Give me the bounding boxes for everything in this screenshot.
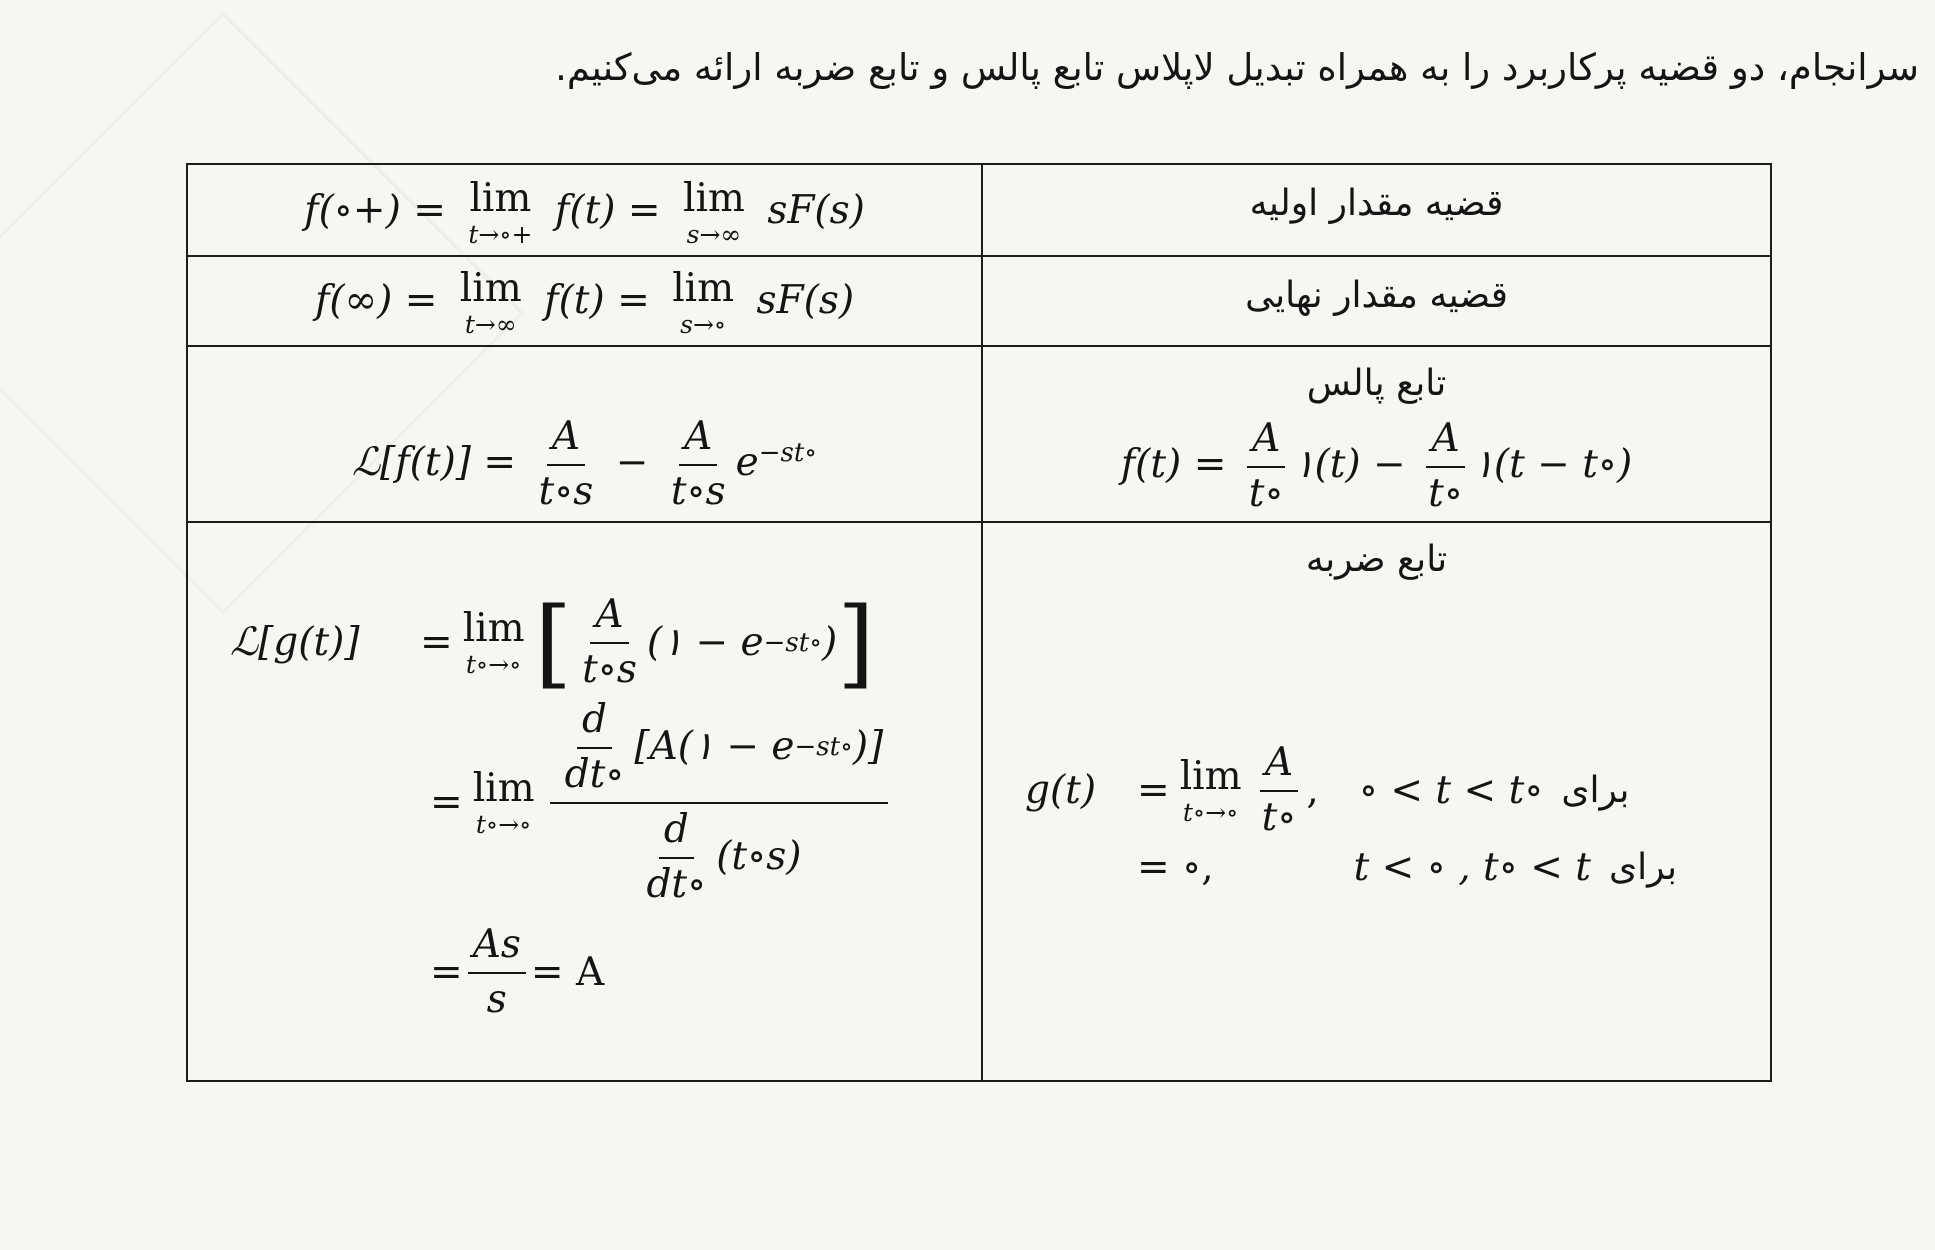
- impulse-case-2: = ∘, t < ∘ , t∘ < t برای: [1137, 845, 1678, 890]
- table-row: [187, 164, 1771, 256]
- fraction: $\frac{A}{t\circ s}$: [538, 414, 594, 514]
- theorems-table: [186, 163, 1772, 1082]
- exponential: $e^{-st\circ}$: [735, 437, 818, 485]
- impulse-function-title: تابع ضربه: [1305, 539, 1448, 580]
- pulse-laplace-lhs: ℒ[f(t)]: [351, 439, 471, 485]
- limit-operator: lim t∘→∘: [472, 765, 535, 839]
- initial-value-theorem-title: قضیه مقدار اولیه: [1249, 183, 1504, 224]
- limit-operator: lim t→∞: [459, 266, 522, 339]
- fraction: $\frac{A}{t\circ s}$: [670, 414, 726, 514]
- f-of-t: f(t): [544, 278, 605, 323]
- f-initial-lhs: f(∘+): [304, 188, 401, 233]
- title-cell: [982, 256, 1771, 346]
- f-of-t: f(t): [554, 188, 616, 233]
- intro-paragraph: سرانجام، دو قضیه پرکاربرد را به همراه تبدیل لاپلاس تابع پالس و تابع ضربه ارائه می‌کنیم.: [555, 46, 1919, 89]
- impulse-derivation-line-2: = lim t∘→∘ $\frac{d}{dt\circ}$ [A(١ − e −st∘ )] $\frac{d}{dt\circ}$ (t∘s): [430, 698, 893, 907]
- s-F-of-s: sF(s): [767, 188, 865, 233]
- impulse-laplace-lhs: ℒ[g(t)]: [230, 620, 360, 666]
- formula-cell: [187, 522, 982, 1081]
- fraction: $\frac{A}{t\circ}$: [1428, 416, 1463, 516]
- s-F-of-s: sF(s): [756, 278, 855, 323]
- formula-cell: ℒ[f(t)] = $\frac{A}{t\circ s}$ − $\frac{A}{t\circ s}$ $e^{-st\circ}$: [187, 346, 982, 522]
- formula-cell: f(∘+) = lim t→∘+ f(t) = lim s→∞ sF(s): [187, 164, 982, 256]
- fraction: $\frac{A}{t\circ}$: [1248, 416, 1284, 516]
- fraction: $\frac{d}{dt\circ}$: [564, 697, 625, 797]
- title-cell: [982, 522, 1771, 1081]
- fraction: $\frac{A}{t\circ}$: [1261, 740, 1297, 840]
- fraction: $\frac{As}{s}$: [468, 923, 526, 1023]
- equals-sign: =: [413, 188, 446, 233]
- table-row: [187, 256, 1771, 346]
- g-lhs: g(t): [1025, 768, 1097, 814]
- fraction: $\frac{A}{t\circ s}$: [582, 592, 637, 692]
- table-row: [187, 522, 1771, 1081]
- impulse-derivation-line-1: ℒ[g(t)] = lim t∘→∘ [ $\frac{A}{t\circ s}$ (١ − e −st∘ ) ]: [230, 586, 875, 699]
- pulse-definition: f(t) = $\frac{A}{t\circ}$ ١(t) − $\frac{A}{t\circ}$ ١(t − t∘): [1120, 416, 1633, 516]
- formula-cell: f(∞) = lim t→∞ f(t) = lim s→∘ sF(s): [187, 256, 982, 346]
- table-row: [187, 346, 1771, 522]
- final-value-theorem-title: قضیه مقدار نهایی: [1245, 275, 1508, 316]
- lhopital-fraction: $\frac{d}{dt\circ}$ [A(١ − e −st∘ )] $\frac{d}{dt\circ}$ (t∘s): [550, 698, 889, 907]
- fraction: $\frac{d}{dt\circ}$: [646, 806, 707, 907]
- title-cell: [982, 346, 1771, 522]
- impulse-derivation-line-3: = $\frac{As}{s}$ = A: [430, 922, 605, 1022]
- pulse-function-title: تابع پالس: [1306, 363, 1447, 404]
- f-final-lhs: f(∞): [314, 278, 393, 323]
- limit-operator: lim t∘→∘: [1179, 753, 1242, 827]
- limit-operator: lim s→∞: [682, 176, 745, 249]
- limit-operator: lim t→∘+: [468, 176, 533, 249]
- limit-operator: lim s→∘: [672, 266, 735, 339]
- title-cell: [982, 164, 1771, 256]
- impulse-case-1: g(t) = lim t∘→∘ $\frac{A}{t\circ}$ , ∘ < t < t∘ برای: [1025, 740, 1630, 840]
- limit-operator: lim t∘→∘: [462, 605, 525, 679]
